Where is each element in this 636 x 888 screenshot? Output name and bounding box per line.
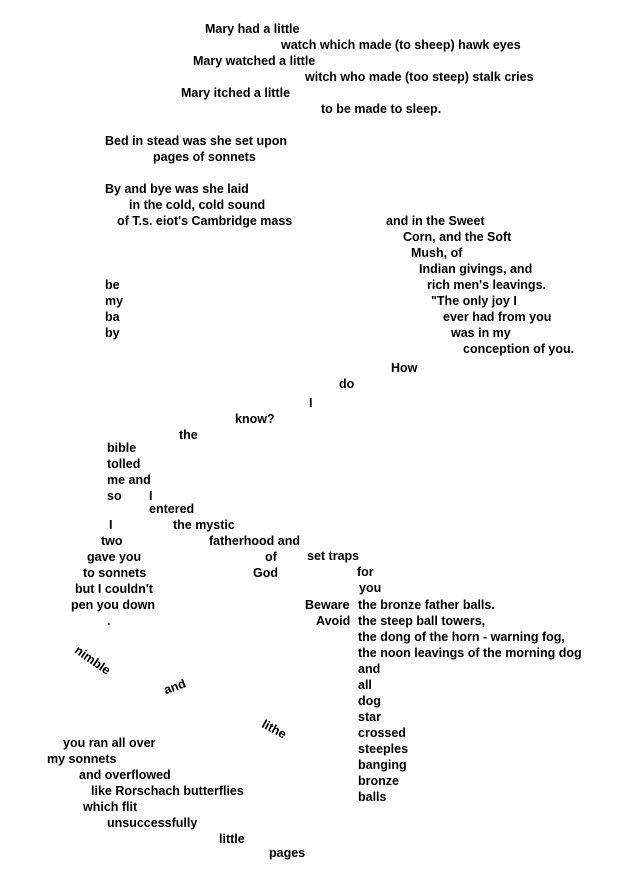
poem-line: little [219,832,245,846]
poem-line: the mystic [173,518,235,532]
poem-line: and in the Sweet [386,214,485,228]
poem-line: which flit [83,800,138,814]
poem-line: . [107,614,111,628]
poem-line: Corn, and the Soft [403,230,512,244]
poem-line: Mary watched a little [193,54,316,68]
poem-line: Mush, of [411,246,463,260]
poem-line: How [391,361,418,375]
poem-line: by [105,326,120,340]
poem-line: was in my [451,326,511,340]
poem-line: the dong of the horn - warning fog, [358,630,565,644]
poem-line: witch who made (too steep) stalk cries [305,70,534,84]
poem-line: conception of you. [463,342,575,356]
poem-line: By and bye was she laid [105,182,249,196]
poem-line: Mary had a little [205,22,300,36]
poem-line: pen you down [71,598,156,612]
poem-line-slanted: nimble [71,643,114,678]
poem-line: in the cold, cold sound [129,198,266,212]
poem-line: balls [358,790,387,804]
poem-line: I [149,489,153,503]
poem-line: crossed [358,726,406,740]
poem-line: be [105,278,120,292]
poem-line: pages [269,846,306,860]
poem-line: unsuccessfully [107,816,198,830]
poem-line: Beware [305,598,350,612]
poem-line: of T.s. eiot's Cambridge mass [117,214,293,228]
poem-line: me and [107,473,151,487]
poem-line: ba [105,310,120,324]
poem-line: tolled [107,457,141,471]
poem-line: the bronze father balls. [358,598,495,612]
poem-line: Mary itched a little [181,86,291,100]
poem-line: watch which made (to sheep) hawk eyes [281,38,521,52]
poem-line: you ran all over [63,736,156,750]
poem-line: gave you [87,550,142,564]
poem-line: I [109,518,113,532]
poem-line: to be made to sleep. [321,102,442,116]
poem-line: and [358,662,381,676]
poem-line: so [107,489,122,503]
poem-line: of [265,550,277,564]
poem-line: pages of sonnets [153,150,256,164]
poem-line: all [358,678,372,692]
poem-line: for [357,565,374,579]
poem-line: do [339,377,355,391]
poem-line: dog [358,694,381,708]
poem-line: Indian givings, and [419,262,533,276]
poem-line: two [101,534,123,548]
poem-line: bronze [358,774,399,788]
poem-line-slanted: lithe [259,717,289,742]
poem-line: ever had from you [443,310,552,324]
poem-line: steeples [358,742,409,756]
poem-line: rich men's leavings. [427,278,546,292]
poem-line: my [105,294,124,308]
poem-line: God [253,566,278,580]
poem-line: to sonnets [83,566,147,580]
poem-line: banging [358,758,407,772]
poem-line: the [179,428,198,442]
poem-line: know? [235,412,275,426]
poem-line: and overflowed [79,768,171,782]
poem-line: star [358,710,381,724]
poem-line: bible [107,441,137,455]
poem-line: like Rorschach butterflies [91,784,244,798]
poem-line: fatherhood and [209,534,300,548]
poem-line: you [359,581,382,595]
poem-line: the noon leavings of the morning dog [358,646,582,660]
poem-line: the steep ball towers, [358,614,486,628]
poem-line: set traps [307,549,360,563]
poem-line: my sonnets [47,752,117,766]
poem-line: Avoid [316,614,351,628]
poem-line: Bed in stead was she set upon [105,134,287,148]
poem-line: but I couldn't [75,582,153,596]
poem-line: I [309,396,313,410]
poem-line: entered [149,502,195,516]
poem-line: "The only joy I [431,294,517,308]
poem-line-slanted: and [162,676,188,698]
